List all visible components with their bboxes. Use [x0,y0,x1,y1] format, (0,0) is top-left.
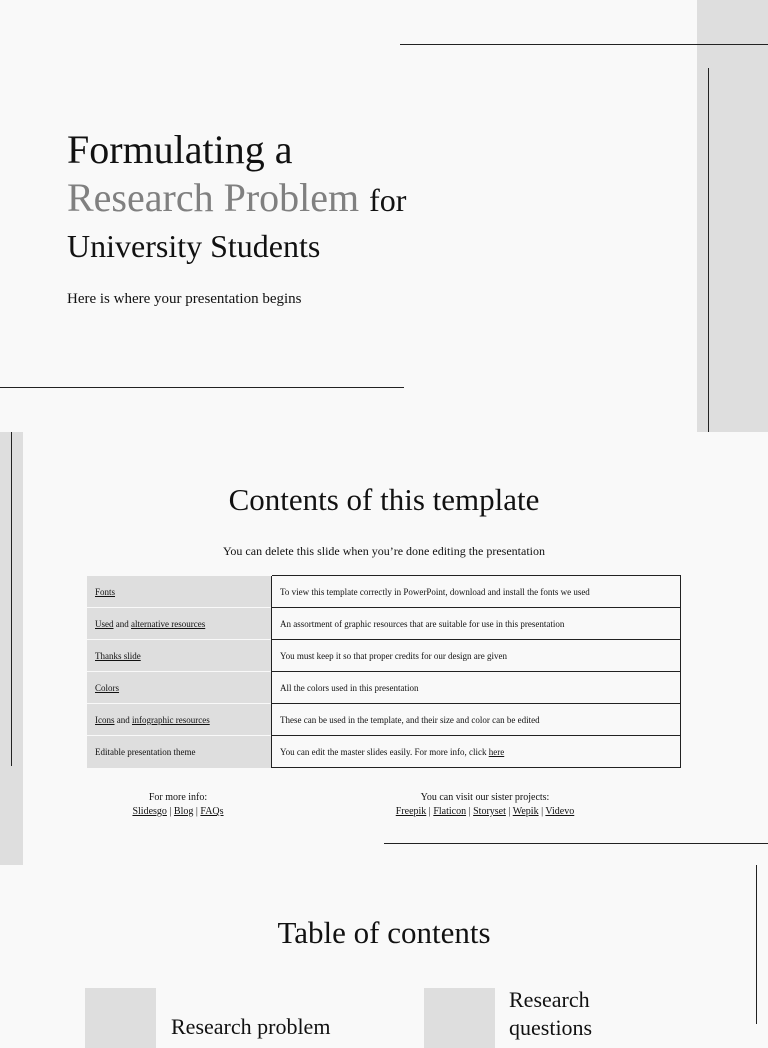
contents-row-label [87,736,272,768]
description-text: An assortment of graphic resources that are suitable for use in this presentation [280,618,565,629]
presentation-title [67,126,406,266]
row-label-text: Editable presentation theme [95,746,196,757]
decorative-top-line [400,44,768,45]
resource-link[interactable]: alternative resources [131,618,206,629]
footer-link[interactable]: Blog [173,806,194,817]
title-for: for [369,182,407,218]
toc-number-box-1 [85,988,156,1048]
contents-row [87,672,681,704]
contents-row-description [272,640,681,672]
contents-row [87,704,681,736]
contents-row-description [272,672,681,704]
sister-projects-label: You can visit our sister projects: [420,792,550,803]
more-info-label: For more info: [148,792,208,803]
link-separator: | [166,806,174,817]
toc-item-1: Research problem [171,1014,331,1039]
resource-link[interactable]: Colors [95,682,120,693]
title-line-3: University Students [67,228,321,264]
toc-item-2: Research questions [509,987,593,1040]
resource-link[interactable]: Icons [95,714,115,725]
contents-row-label [87,704,272,736]
title-highlight: Research Problem [67,175,360,220]
row-label-conjunction: and [113,618,131,629]
decorative-bottom-line [0,387,404,388]
resource-link[interactable]: infographic resources [132,714,210,725]
footer-link[interactable]: Flaticon [433,806,467,817]
toc-slide [0,865,768,1040]
title-line-1: Formulating a [67,127,293,172]
title-slide [0,0,768,432]
decorative-bottom-line [384,843,768,844]
contents-row [87,576,681,608]
contents-row-description [272,704,681,736]
description-text: To view this template correctly in PowerPoint, download and install the fonts we used [280,586,590,597]
contents-row-label [87,576,272,608]
link-separator: | [426,806,434,817]
here-link[interactable]: here [488,746,505,757]
toc-number-box-2 [424,988,495,1048]
footer-link[interactable]: FAQs [200,806,224,817]
footer-link[interactable]: Videvo [545,806,575,817]
footer-link[interactable]: Freepik [395,806,427,817]
contents-row [87,736,681,768]
more-info-block [88,791,268,819]
presentation-subtitle: Here is where your presentation begins [67,291,302,307]
row-label-conjunction: and [114,714,132,725]
toc-title: Table of contents [277,915,491,950]
link-separator: | [193,806,201,817]
contents-row [87,608,681,640]
contents-row-label [87,608,272,640]
decorative-vertical-line [708,68,709,432]
contents-title: Contents of this template [228,482,540,517]
resource-link[interactable]: Used [95,618,114,629]
contents-row [87,640,681,672]
title-line-2 [67,174,406,224]
footer-link[interactable]: Wepik [512,806,539,817]
footer-link[interactable]: Storyset [473,806,506,817]
link-separator: | [538,806,546,817]
contents-row-description [272,576,681,608]
contents-row-description [272,736,681,768]
sister-projects-links [360,805,610,819]
more-info-links [88,805,268,819]
resource-link[interactable]: Fonts [95,586,116,597]
description-text: These can be used in the template, and their size and color can be edited [280,714,540,725]
description-text: You can edit the master slides easily. For more info, click [280,746,489,757]
contents-slide [0,432,768,865]
contents-table [87,575,681,768]
contents-subtitle: You can delete this slide when you’re done editing the presentation [222,544,546,558]
description-text: All the colors used in this presentation [280,682,419,693]
link-separator: | [505,806,513,817]
footer-link[interactable]: Slidesgo [132,806,167,817]
description-text: You must keep it so that proper credits for our design are given [280,650,508,661]
contents-row-label [87,672,272,704]
contents-row-description [272,608,681,640]
link-separator: | [466,806,474,817]
sister-projects-block [360,791,610,819]
resource-link[interactable]: Thanks slide [95,650,141,661]
contents-row-label [87,640,272,672]
